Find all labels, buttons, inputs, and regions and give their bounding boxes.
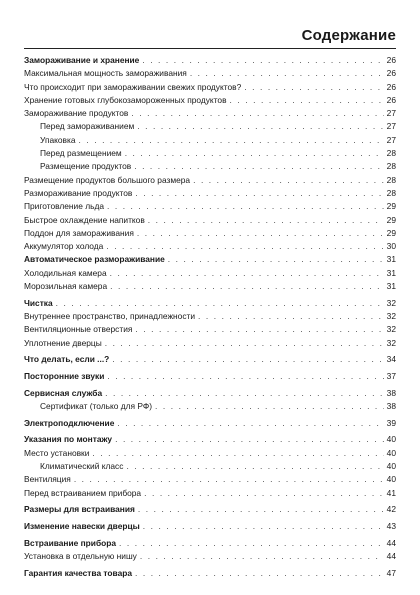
toc-page-number: 40 <box>386 447 396 458</box>
toc-page-number: 34 <box>386 354 396 365</box>
toc-page-number: 26 <box>386 81 396 92</box>
dot-leader <box>131 107 383 120</box>
toc-page-number: 39 <box>386 417 396 428</box>
dot-leader <box>137 227 384 240</box>
dot-leader <box>112 353 383 366</box>
dot-leader <box>79 134 384 147</box>
toc-subentry[interactable] <box>24 147 396 160</box>
dot-leader <box>142 54 383 67</box>
toc-page-number: 28 <box>386 161 396 172</box>
toc-page-number: 38 <box>386 400 396 411</box>
dot-leader <box>230 94 384 107</box>
toc-entry[interactable] <box>24 94 396 107</box>
toc-entry-label: Внутреннее пространство, принадлежности <box>24 311 196 322</box>
toc-entry-label: Перед встраиванием прибора <box>24 487 142 498</box>
toc-entry-label: Сервисная служба <box>24 387 103 398</box>
dot-leader <box>110 280 384 293</box>
dot-leader <box>144 487 384 500</box>
dot-leader <box>74 473 384 486</box>
toc-entry-label: Морозильная камера <box>24 281 108 292</box>
toc-entry-label: Размораживание продуктов <box>24 187 133 198</box>
toc-entry-label: Установка в отдельную нишу <box>24 550 137 561</box>
toc-subentry[interactable] <box>24 120 396 133</box>
toc-section-entry[interactable] <box>24 54 396 67</box>
toc-entry[interactable] <box>24 107 396 120</box>
toc-page-number: 31 <box>386 254 396 265</box>
toc-entry-label: Указания по монтажу <box>24 434 113 445</box>
dot-leader <box>135 323 383 336</box>
dot-leader <box>110 267 384 280</box>
toc-entry-label: Место установки <box>24 447 90 458</box>
toc-entry-label: Замораживание и хранение <box>24 55 140 65</box>
toc-entry-label: Посторонние звуки <box>24 371 105 381</box>
toc-entry-label: Вентиляционные отверстия <box>24 324 133 335</box>
toc-page-number: 41 <box>386 487 396 498</box>
dot-leader <box>56 297 384 310</box>
toc-page-number: 28 <box>386 174 396 185</box>
dot-leader <box>140 550 384 563</box>
toc-subentry[interactable] <box>24 460 396 473</box>
toc-entry-label: Перед замораживанием <box>40 121 135 132</box>
toc-entry-label: Упаковка <box>40 134 76 145</box>
toc-section-entry[interactable] <box>24 370 396 383</box>
table-of-contents <box>24 54 396 580</box>
toc-entry-label: Аккумулятор холода <box>24 241 104 252</box>
dot-leader <box>137 120 383 133</box>
toc-page-number: 28 <box>386 148 396 159</box>
dot-leader <box>126 460 383 473</box>
toc-page-number: 37 <box>386 371 396 381</box>
toc-page-number: 38 <box>386 387 396 398</box>
toc-page-number: 40 <box>386 434 396 445</box>
toc-entry-label: Изменение навески дверцы <box>24 520 140 531</box>
toc-entry-label: Сертификат (только для РФ) <box>40 400 153 411</box>
dot-leader <box>115 433 384 446</box>
toc-entry[interactable] <box>24 310 396 323</box>
toc-entry-label: Размещение продуктов большого размера <box>24 174 191 185</box>
toc-subentry[interactable] <box>24 134 396 147</box>
dot-leader <box>135 187 383 200</box>
toc-page-number: 26 <box>386 94 396 105</box>
toc-entry-label: Быстрое охлаждение напитков <box>24 214 145 225</box>
dot-leader <box>92 447 383 460</box>
toc-section-entry[interactable] <box>24 567 396 580</box>
toc-subentry[interactable] <box>24 400 396 413</box>
toc-entry-label: Автоматическое размораживание <box>24 254 165 265</box>
toc-page-number: 27 <box>386 108 396 119</box>
dot-leader <box>138 503 384 516</box>
toc-entry-label: Перед размещением <box>40 148 122 159</box>
dot-leader <box>135 567 384 580</box>
page-header <box>24 22 396 49</box>
toc-entry-label: Электроподключение <box>24 417 115 428</box>
toc-page-number: 30 <box>386 241 396 252</box>
toc-page-number: 26 <box>386 68 396 79</box>
dot-leader <box>155 400 384 413</box>
dot-leader <box>143 520 384 533</box>
dot-leader <box>117 417 383 430</box>
dot-leader <box>244 81 383 94</box>
toc-entry[interactable] <box>24 280 396 293</box>
toc-entry[interactable] <box>24 240 396 253</box>
toc-page-number: 29 <box>386 214 396 225</box>
toc-entry[interactable] <box>24 267 396 280</box>
toc-entry[interactable] <box>24 187 396 200</box>
toc-entry-label: Климатический класс <box>40 460 124 471</box>
dot-leader <box>134 160 383 173</box>
toc-page-number: 29 <box>386 227 396 238</box>
toc-entry[interactable] <box>24 174 396 187</box>
toc-entry[interactable] <box>24 473 396 486</box>
dot-leader <box>106 240 383 253</box>
toc-page-number: 29 <box>386 201 396 212</box>
toc-section-entry[interactable] <box>24 297 396 310</box>
toc-entry[interactable] <box>24 447 396 460</box>
toc-entry[interactable] <box>24 487 396 500</box>
toc-page-number: 44 <box>386 550 396 561</box>
toc-page-number: 26 <box>386 55 396 65</box>
dot-leader <box>105 337 384 350</box>
page-title: Содержание <box>301 27 396 44</box>
toc-page-number: 32 <box>386 297 396 308</box>
toc-page-number: 40 <box>386 474 396 485</box>
toc-entry-label: Размеры для встраивания <box>24 504 135 515</box>
toc-page-number: 27 <box>386 121 396 132</box>
toc-page-number: 32 <box>386 324 396 335</box>
toc-section-entry[interactable] <box>24 433 396 446</box>
toc-page-number: 40 <box>386 460 396 471</box>
toc-entry[interactable] <box>24 323 396 336</box>
dot-leader <box>105 387 384 400</box>
toc-entry[interactable] <box>24 81 396 94</box>
dot-leader <box>190 67 384 80</box>
toc-page-number: 32 <box>386 311 396 322</box>
toc-entry[interactable] <box>24 550 396 563</box>
dot-leader <box>107 370 383 383</box>
toc-entry-label: Гарантия качества товара <box>24 567 132 578</box>
toc-entry-label: Хранение готовых глубокозамороженных продуктов <box>24 94 227 105</box>
dot-leader <box>168 253 384 266</box>
toc-page-number: 43 <box>386 520 396 531</box>
dot-leader <box>125 147 384 160</box>
toc-entry-label: Поддон для замораживания <box>24 227 134 238</box>
toc-page-number: 28 <box>386 187 396 198</box>
toc-entry[interactable] <box>24 337 396 350</box>
toc-section-entry[interactable] <box>24 353 396 366</box>
toc-entry[interactable] <box>24 227 396 240</box>
dot-leader <box>107 200 384 213</box>
toc-section-entry[interactable] <box>24 503 396 516</box>
toc-page-number: 47 <box>386 567 396 578</box>
toc-page-number: 31 <box>386 267 396 278</box>
toc-entry[interactable] <box>24 200 396 213</box>
toc-section-entry[interactable] <box>24 537 396 550</box>
toc-entry[interactable] <box>24 214 396 227</box>
dot-leader <box>119 537 384 550</box>
toc-entry-label: Чистка <box>24 297 53 308</box>
toc-entry-label: Что происходит при замораживании свежих продуктов? <box>24 81 242 92</box>
toc-page-number: 27 <box>386 134 396 145</box>
toc-entry-label: Уплотнение дверцы <box>24 337 102 348</box>
toc-entry-label: Холодильная камера <box>24 267 107 278</box>
toc-entry-label: Вентиляция <box>24 474 71 485</box>
dot-leader <box>148 214 384 227</box>
toc-entry-label: Приготовление льда <box>24 201 104 212</box>
toc-entry-label: Размещение продуктов <box>40 161 132 172</box>
toc-section-entry[interactable] <box>24 417 396 430</box>
dot-leader <box>193 174 384 187</box>
toc-section-entry[interactable] <box>24 387 396 400</box>
toc-entry-label: Замораживание продуктов <box>24 108 129 119</box>
toc-page-number: 32 <box>386 337 396 348</box>
toc-entry-label: Встраивание прибора <box>24 537 117 548</box>
toc-entry-label: Что делать, если ...? <box>24 354 110 365</box>
toc-page-number: 44 <box>386 537 396 548</box>
toc-page-number: 42 <box>386 504 396 515</box>
toc-entry-label: Максимальная мощность замораживания <box>24 68 187 79</box>
toc-section-entry[interactable] <box>24 520 396 533</box>
dot-leader <box>198 310 384 323</box>
toc-section-entry[interactable] <box>24 253 396 266</box>
toc-entry[interactable] <box>24 67 396 80</box>
toc-subentry[interactable] <box>24 160 396 173</box>
toc-page-number: 31 <box>386 281 396 292</box>
